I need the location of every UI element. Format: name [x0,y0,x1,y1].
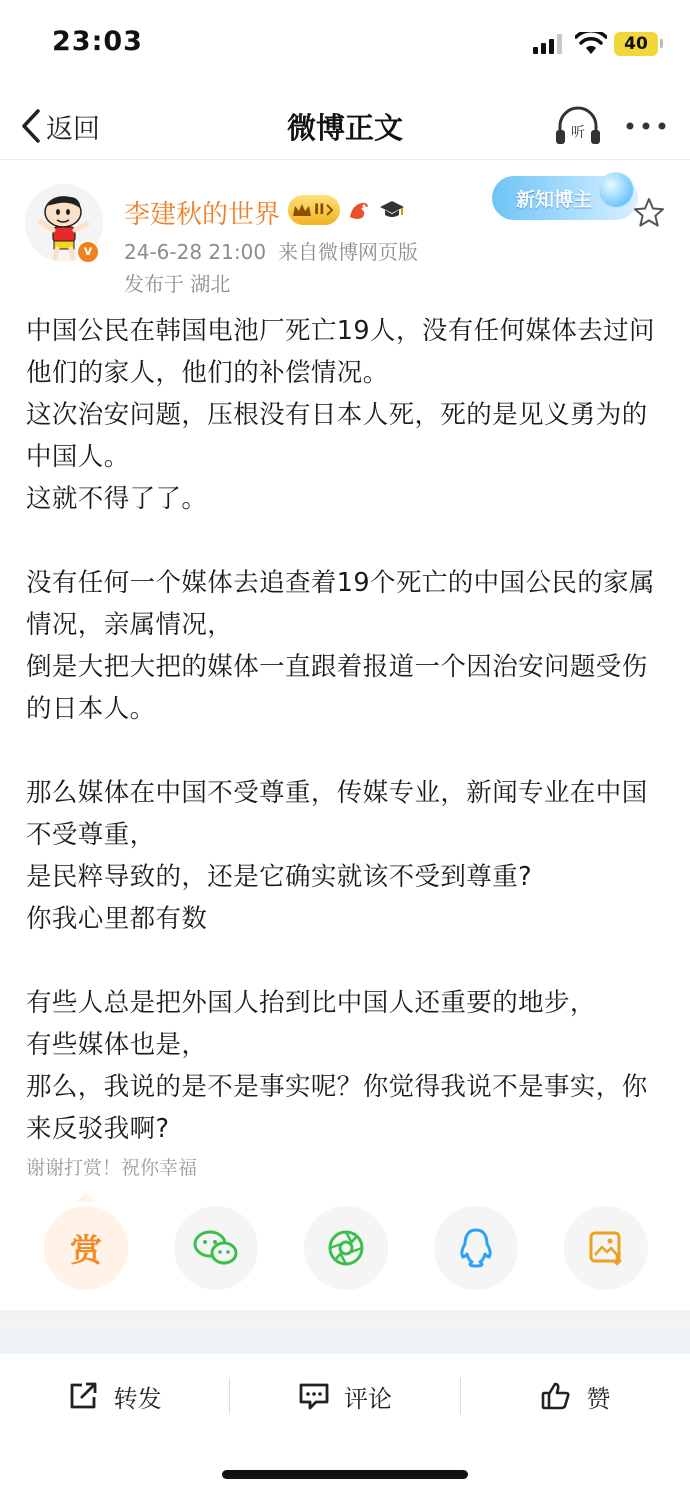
moments-aperture-icon [326,1228,366,1268]
headphones-icon[interactable] [553,104,603,148]
status-bar [0,0,690,90]
post-line: 中国公民在韩国电池厂死亡19人，没有任何媒体去过问他们的家人，他们的补偿情况。 [26,316,655,388]
qq-penguin-icon [458,1227,494,1269]
post-line: 没有任何一个媒体去追查着19个死亡的中国公民的家属情况，亲属情况， [26,568,655,640]
share-moments-button[interactable] [304,1206,388,1290]
star-icon[interactable] [632,196,666,230]
repost-icon [68,1381,100,1411]
post-line: 那么，我说的是不是事实呢？你觉得我说不是事实，你来反驳我啊? [26,1072,648,1144]
bottom-toolbar [0,1355,690,1437]
like-button[interactable] [461,1355,690,1437]
share-qq-button[interactable] [434,1206,518,1290]
verified-badge-icon: v [76,240,100,264]
listen-icon-text: 听 [571,125,585,141]
post-line: 你我心里都有数 [26,904,208,934]
repost-label: 转发 [113,1384,162,1413]
home-indicator[interactable] [222,1470,468,1479]
comment-button[interactable] [230,1355,459,1437]
gallery-download-icon [587,1229,625,1267]
reward-tip-arrow [77,1192,95,1202]
back-label: 返回 [46,113,100,145]
share-wechat-button[interactable] [174,1206,258,1290]
reward-button[interactable] [44,1206,128,1290]
thumbs-up-icon [540,1381,572,1411]
graduation-cap-icon[interactable] [378,199,406,221]
post-line: 这次治安问题，压根没有日本人死，死的是见义勇为的中国人。 [26,400,648,472]
post-line: 有些人总是把外国人抬到比中国人还重要的地步， [26,988,596,1018]
crown-icon [292,202,312,218]
post-location: 发布于 湖北 [124,272,231,296]
author-badges [288,195,406,225]
repost-button[interactable] [0,1355,229,1437]
new-blogger-badge[interactable]: 新知博主 [492,176,638,220]
wechat-icon [193,1228,239,1268]
like-label: 赞 [586,1384,611,1413]
comment-label: 评论 [343,1384,392,1413]
cellular-signal-icon [533,34,565,54]
author-name[interactable]: 李建秋的世界 [124,200,281,230]
member-level-text: II [314,202,325,218]
post-line: 有些媒体也是， [26,1030,208,1060]
status-time: 23:03 [52,26,143,57]
post-body [26,310,666,1150]
member-level-badge[interactable] [288,195,340,225]
dragon-badge-icon[interactable] [346,197,372,223]
post-line: 是民粹导致的，还是它确实就该不受到尊重? [26,862,533,892]
post-line: 这就不得了了。 [26,484,208,514]
save-image-button[interactable] [564,1206,648,1290]
battery-indicator: 40 [614,32,658,56]
post-line: 倒是大把大把的媒体一直跟着报道一个因治安问题受伤的日本人。 [26,652,648,724]
page-title: 微博正文 [286,111,403,145]
more-icon[interactable] [620,104,672,148]
nav-bar [0,90,690,160]
reward-note: 谢谢打赏！祝你幸福 [26,1157,198,1179]
globe-icon [598,172,634,208]
post-line: 那么媒体在中国不受尊重，传媒专业，新闻专业在中国不受尊重， [26,778,648,850]
post-meta [124,236,430,265]
wifi-icon [575,32,607,56]
reward-label: 赏 [69,1231,102,1269]
battery-cap [660,39,663,48]
share-row [44,1206,648,1292]
section-divider [0,1310,690,1354]
post-source: 来自微博网页版 [278,240,419,264]
chevron-right-icon [326,204,334,216]
comment-icon [298,1381,330,1411]
post-time: 24-6-28 21:00 [124,240,267,264]
